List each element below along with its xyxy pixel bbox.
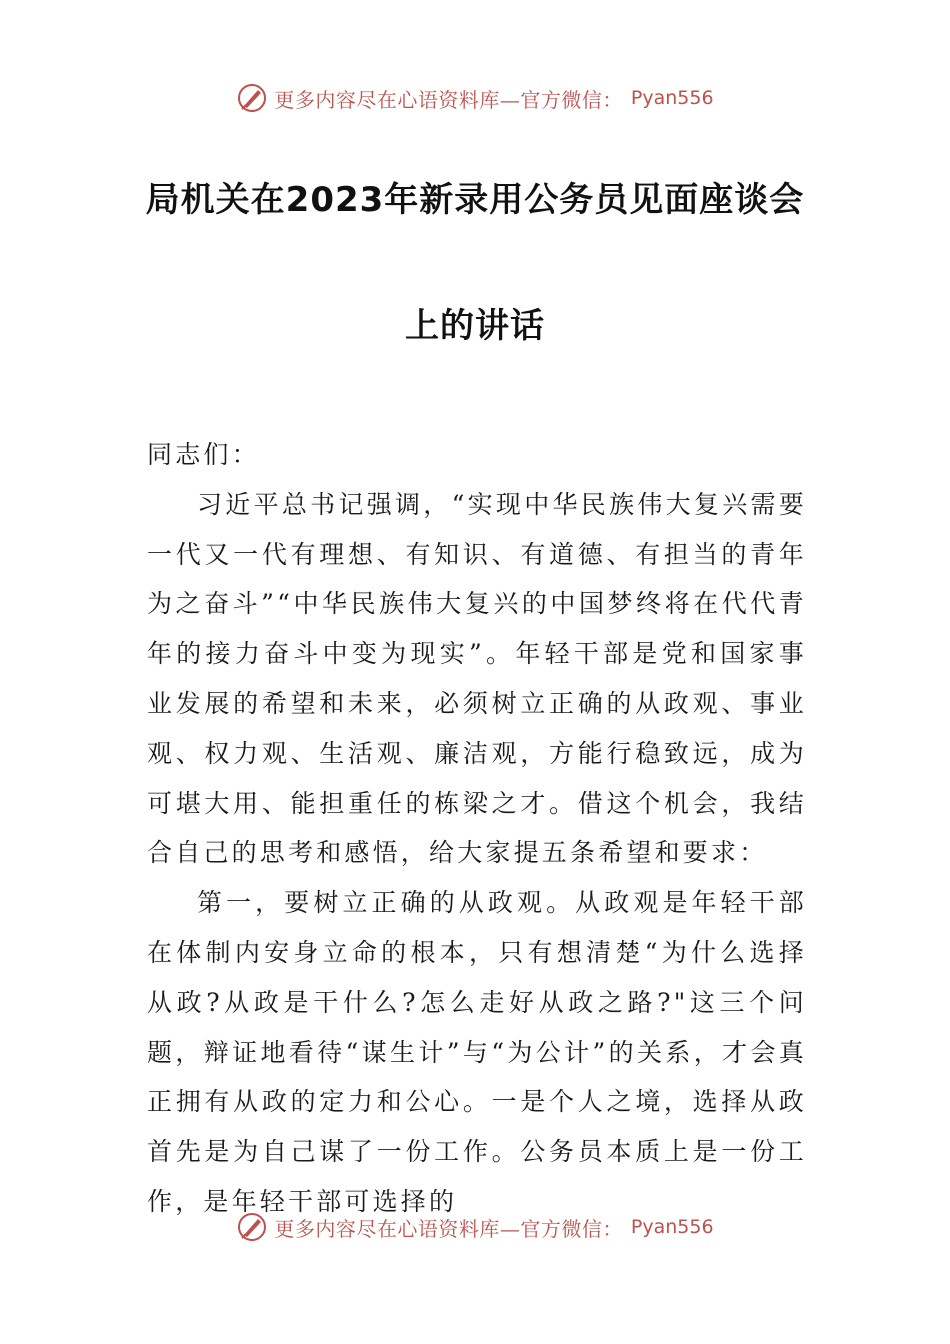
quill-logo-icon	[236, 82, 268, 114]
paragraph: 习近平总书记强调，“实现中华民族伟大复兴需要一代又一代有理想、有知识、有道德、有担当的青年为之奋斗”“中华民族伟大复兴的中国梦终将在代代青年的接力奋斗中变为现实”。年轻干部是党和国家事业发展的希望和未来，必须树立正确的从政观、事业观、权力观、生活观、廉洁观，方能行稳致远，成为可堪大用、能担重任的栋梁之才。借这个机会，我结合自己的思考和感悟，给大家提五条希望和要求：	[147, 489, 807, 868]
watermark-id: Pyan556	[630, 1216, 714, 1238]
watermark-id: Pyan556	[630, 87, 714, 109]
watermark-footer	[0, 1211, 950, 1243]
salutation: 同志们：	[147, 440, 260, 469]
watermark-text: 更多内容尽在心语资料库—官方微信：	[274, 1216, 623, 1241]
document-body	[147, 430, 807, 1227]
watermark-header	[0, 82, 950, 114]
watermark-text: 更多内容尽在心语资料库—官方微信：	[274, 87, 623, 112]
document-title-line1: 局机关在2023年新录用公务员见面座谈会	[145, 180, 805, 220]
paragraph: 第一，要树立正确的从政观。从政观是年轻干部在体制内安身立命的根本，只有想清楚“为什么选择从政?从政是干什么?怎么走好从政之路?"这三个问题，辩证地看待“谋生计”与“为公计”的关系，才会真正拥有从政的定力和公心。一是个人之境，选择从政首先是为自己谋了一份工作。公务员本质上是一份工作，是年轻干部可选择的	[147, 888, 807, 1216]
quill-logo-icon	[236, 1211, 268, 1243]
document-title-line2: 上的讲话	[405, 306, 545, 346]
